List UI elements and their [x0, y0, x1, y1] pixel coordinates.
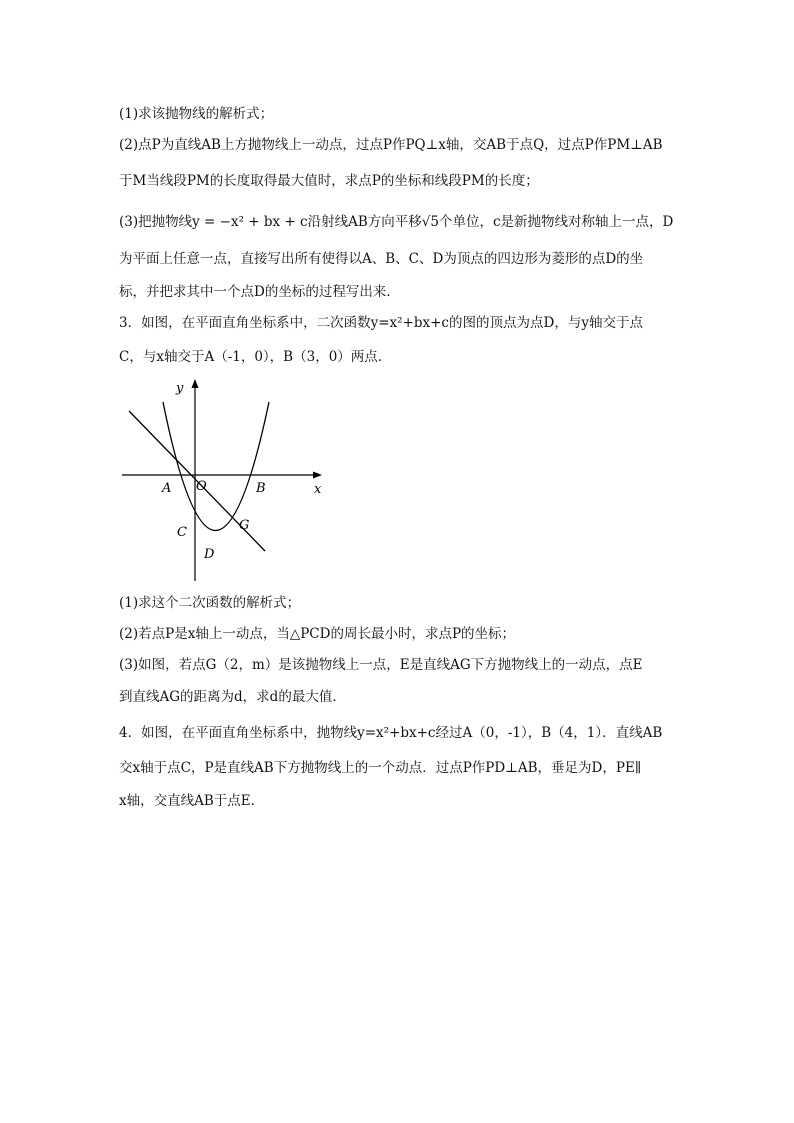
- q4-stem-cont: 交x轴于点C，P是直线AB下方抛物线上的一个动点．过点P作PD⊥AB，垂足为D，PE∥: [119, 760, 642, 776]
- q4-stem: 4．如图，在平面直角坐标系中，抛物线y=x²+bx+c经过A（0，-1），B（4，1）．直线AB: [119, 725, 663, 741]
- q2-part1: (1)求该抛物线的解析式；: [119, 106, 274, 122]
- q2-part3-cont2: 标，并把求其中一个点D的坐标的过程写出来．: [119, 284, 400, 300]
- q3-figure: [118, 375, 333, 587]
- y-axis-arrow: [192, 379, 199, 388]
- q2-part3-cont: 为平面上任意一点，直接写出所有使得以A、B、C、D为顶点的四边形为菱形的点D的坐: [119, 251, 644, 267]
- label-y: y: [176, 381, 184, 396]
- label-o: O: [196, 479, 207, 494]
- q3-stem: 3．如图，在平面直角坐标系中，二次函数y=x²+bx+c的图的顶点为点D，与y轴交于点: [119, 315, 643, 331]
- q3-part3-cont: 到直线AG的距离为d，求d的最大值．: [119, 689, 346, 705]
- q2-part3: (3)把抛物线y = −x² + bx + c沿射线AB方向平移√5个单位，c是新抛物线对称轴上一点，D: [119, 214, 674, 230]
- label-a: A: [162, 481, 172, 496]
- label-g: G: [239, 518, 250, 533]
- label-x: x: [314, 482, 322, 497]
- label-b: B: [256, 481, 266, 496]
- q4-stem-cont2: x轴，交直线AB于点E．: [119, 793, 265, 809]
- q3-stem-cont: C，与x轴交于A（-1，0），B（3，0）两点．: [119, 349, 392, 365]
- q3-part1: (1)求这个二次函数的解析式；: [119, 595, 301, 611]
- q3-part2: (2)若点P是x轴上一动点，当△PCD的周长最小时，求点P的坐标；: [119, 626, 516, 642]
- x-axis-arrow: [313, 472, 322, 479]
- q3-part3: (3)如图，若点G（2，m）是该抛物线上一点，E是直线AG下方抛物线上的一动点，点E: [119, 657, 643, 673]
- label-d: D: [204, 547, 215, 562]
- q2-part2-cont: 于M当线段PM的长度取得最大值时，求点P的坐标和线段PM的长度；: [119, 173, 539, 189]
- q2-part2: (2)点P为直线AB上方抛物线上一动点，过点P作PQ⊥x轴，交AB于点Q，过点P作PM⊥AB: [119, 137, 663, 153]
- label-c: C: [177, 525, 187, 540]
- parabola: [163, 402, 269, 531]
